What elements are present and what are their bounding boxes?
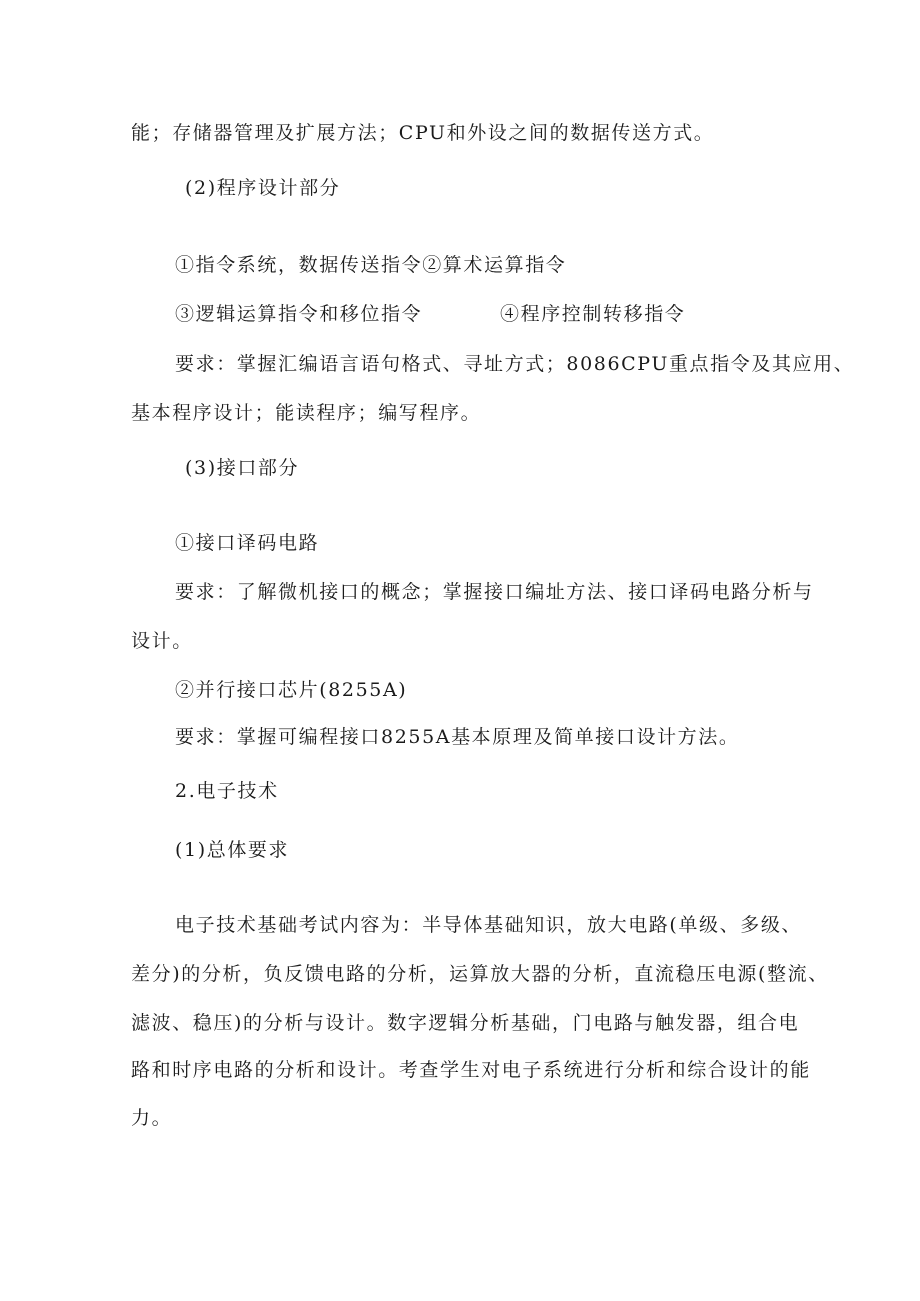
paragraph-line: 设计。 [131,630,193,652]
paragraph-line: 差分)的分析，负反馈电路的分析，运算放大器的分析，直流稳压电源(整流、 [131,963,829,985]
list-item: ④程序控制转移指令 [500,303,686,325]
list-item: ①接口译码电路 [175,532,320,554]
section-heading: (3)接口部分 [185,457,300,479]
paragraph-line: 基本程序设计；能读程序；编写程序。 [131,402,482,424]
section-heading: (1)总体要求 [175,839,290,861]
list-item: ②并行接口芯片(8255A) [175,679,408,701]
paragraph-line: 滤波、稳压)的分析与设计。数字逻辑分析基础，门电路与触发器，组合电 [131,1012,800,1034]
section-heading: 2.电子技术 [175,780,279,802]
paragraph-line: 路和时序电路的分析和设计。考查学生对电子系统进行分析和综合设计的能 [131,1059,811,1081]
paragraph-line: 要求：掌握汇编语言语句格式、寻址方式；8086CPU重点指令及其应用、 [175,353,855,375]
list-item: ③逻辑运算指令和移位指令 [175,303,423,325]
list-item: ①指令系统，数据传送指令②算术运算指令 [175,254,567,276]
paragraph-line: 能；存储器管理及扩展方法；CPU和外设之间的数据传送方式。 [131,122,715,144]
paragraph-line: 电子技术基础考试内容为：半导体基础知识，放大电路(单级、多级、 [175,914,803,936]
paragraph-line: 要求：了解微机接口的概念；掌握接口编址方法、接口译码电路分析与 [175,581,814,603]
paragraph-line: 力。 [131,1107,173,1129]
paragraph-line: 要求：掌握可编程接口8255A基本原理及简单接口设计方法。 [175,726,740,748]
section-heading: (2)程序设计部分 [185,177,341,199]
